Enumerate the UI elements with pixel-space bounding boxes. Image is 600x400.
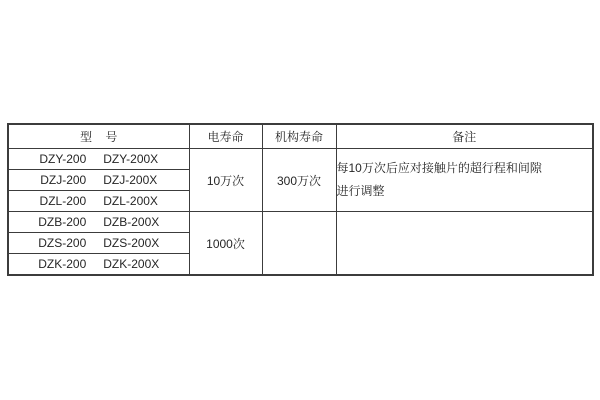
model-pair: [39, 152, 158, 166]
model-name-x: DZK-200X: [103, 257, 160, 271]
header-remarks: 备注: [336, 124, 593, 149]
header-mechanical-life: 机构寿命: [262, 124, 336, 149]
model-name-x: DZL-200X: [103, 194, 158, 208]
header-model: 型 号: [8, 124, 189, 149]
remarks-group1-cell: [336, 149, 593, 212]
model-cell-dzy: [8, 149, 189, 170]
model-name-x: DZS-200X: [103, 236, 160, 250]
model-cell-dzj: [8, 170, 189, 191]
model-cell-dzk: [8, 254, 189, 276]
relay-life-spec-table: [7, 123, 594, 276]
mechanical-life-group1-cell: 300万次: [262, 149, 336, 212]
model-cell-dzl: [8, 191, 189, 212]
model-name: DZJ-200: [40, 173, 87, 187]
model-pair: [38, 215, 159, 229]
electrical-life-group1-cell: 10万次: [189, 149, 262, 212]
model-cell-dzb: [8, 212, 189, 233]
model-name-x: DZJ-200X: [103, 173, 158, 187]
model-pair: [40, 173, 157, 187]
electrical-life-group2-cell: 1000次: [189, 212, 262, 276]
model-name-x: DZB-200X: [103, 215, 160, 229]
model-name: DZL-200: [39, 194, 87, 208]
header-electrical-life: 电寿命: [189, 124, 262, 149]
model-name: DZK-200: [38, 257, 87, 271]
mechanical-life-group2-cell: [262, 212, 336, 276]
model-pair: [38, 257, 159, 271]
table-row-dzy: [8, 149, 593, 170]
remark-line-2: 进行调整: [336, 184, 385, 198]
model-name: DZY-200: [39, 152, 87, 166]
table-row-dzb: [8, 212, 593, 233]
model-name: DZS-200: [38, 236, 87, 250]
model-cell-dzs: [8, 233, 189, 254]
model-name-x: DZY-200X: [103, 152, 159, 166]
remark-line-1: 每10万次后应对接触片的超行程和间隙: [336, 161, 542, 175]
model-name: DZB-200: [38, 215, 87, 229]
remarks-group2-cell: [336, 212, 593, 276]
model-pair: [40, 194, 158, 208]
header-row: [8, 124, 593, 149]
model-pair: [38, 236, 159, 250]
